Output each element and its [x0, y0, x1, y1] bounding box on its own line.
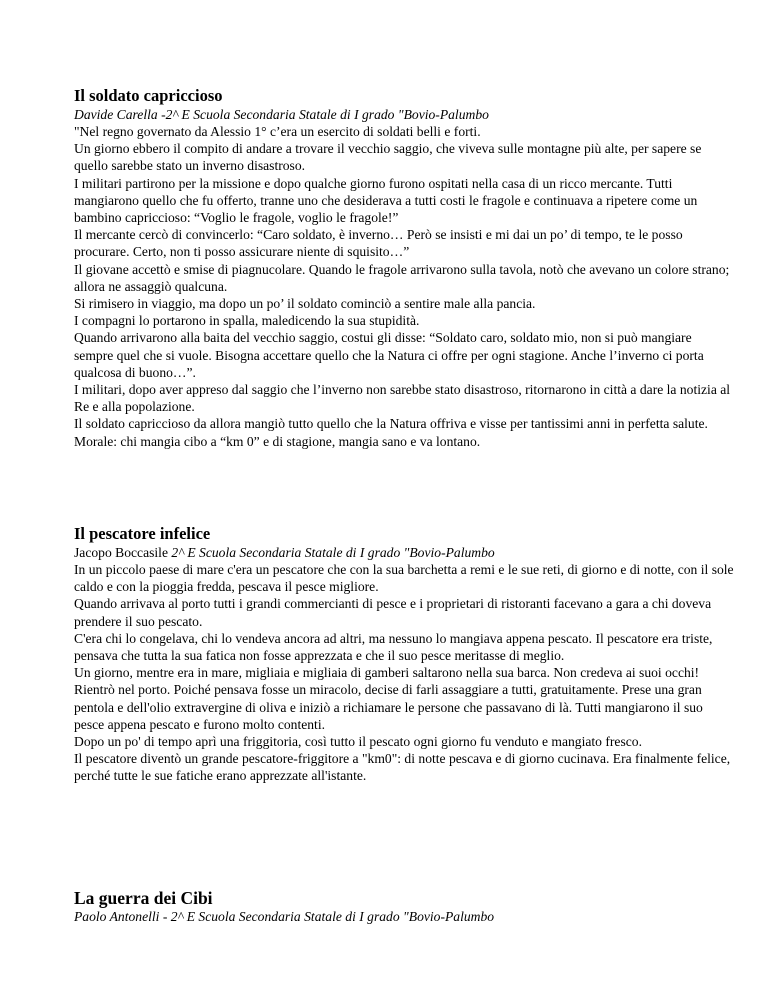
story-pescatore: [74, 524, 734, 785]
story-title: Il soldato capriccioso: [74, 86, 223, 105]
paragraph: Dopo un po' di tempo aprì una friggitoria, così tutto il pescato ogni giorno fu venduto e mangiato fresco.: [74, 734, 642, 750]
story-soldato: [74, 86, 734, 450]
paragraph: Il soldato capriccioso da allora mangiò tutto quello che la Natura offriva e visse per tantissimi anni in perfetta salute.: [74, 416, 708, 432]
paragraph: Un giorno ebbero il compito di andare a trovare il vecchio saggio, che viveva sulle montagne più alte, per sapere se quello sarebbe stato un inverno disastroso.: [74, 141, 702, 174]
paragraph: Un giorno, mentre era in mare, migliaia e migliaia di gamberi saltarono nella sua barca. Non credeva ai suoi occhi!: [74, 665, 700, 681]
byline-author: Jacopo Boccasile: [74, 545, 172, 560]
story-guerra-cibi: [74, 888, 734, 925]
paragraph: Quando arrivarono alla baita del vecchio saggio, costui gli disse: “Soldato caro, soldato mio, non si può mangiare sempre quel che si vuole. Bisogna accettare quello che la Natura ci offre per ogni stagione. Anche l’inverno ci porta qualcosa di buono…”.: [74, 330, 704, 380]
paragraph: Si rimisero in viaggio, ma dopo un po’ il soldato cominciò a sentire male alla pancia.: [74, 296, 536, 312]
paragraph: Il giovane accettò e smise di piagnucolare. Quando le fragole arrivarono sulla tavola, notò che avevano un colore strano; allora ne assaggiò qualcuna.: [74, 261, 730, 294]
story-byline: [74, 544, 734, 561]
paragraph: I militari, dopo aver appreso dal saggio che l’inverno non sarebbe stato disastroso, ritornarono in città a dare la notizia al Re e alla popolazione.: [74, 382, 731, 415]
story-title: La guerra dei Cibi: [74, 888, 213, 908]
paragraph: I compagni lo portarono in spalla, maledicendo la sua stupidità.: [74, 313, 420, 329]
story-byline: Davide Carella -2^ E Scuola Secondaria Statale di I grado "Bovio-Palumbo: [74, 107, 489, 122]
paragraph: In un piccolo paese di mare c'era un pescatore che con la sua barchetta a remi e le sue reti, di giorno e di notte, con il sole caldo e con la pioggia fredda, pescava il pesce migliore.: [74, 562, 734, 595]
story-title: Il pescatore infelice: [74, 524, 211, 543]
paragraph: Il pescatore diventò un grande pescatore-friggitore a "km0": di notte pescava e di giorno cucinava. Era finalmente felice, perché tutte le sue fatiche erano apprezzate all'istante.: [74, 751, 731, 784]
paragraph: C'era chi lo congelava, chi lo vendeva ancora ad altri, ma nessuno lo mangiava appena pescato. Il pescatore era triste, pensava che tutta la sua fatica non fosse apprezzata e che il suo pesce meritasse di meglio.: [74, 630, 713, 664]
paragraph: I militari partirono per la missione e dopo qualche giorno furono ospitati nella casa di un ricco mercante. Tutti mangiarono quello che fu offerto, tranne uno che desiderava a tutti costi le fragole e continuava a ripetere come un bambino capriccioso: “Voglio le fragole, voglio le fragole!”: [74, 175, 698, 226]
byline-school: 2^ E Scuola Secondaria Statale di I grado "Bovio-Palumbo: [171, 545, 495, 560]
paragraph: Rientrò nel porto. Poiché pensava fosse un miracolo, decise di farli assaggiare a tutti, gratuitamente. Prese una gran pentola e dell'olio extravergine di oliva e iniziò a richiamare le persone che passavano di là. Tutti mangiarono il suo pesce appena pescato e furono molto contenti.: [74, 682, 703, 732]
paragraph: Quando arrivava al porto tutti i grandi commercianti di pesce e i proprietari di ristoranti facevano a gara a chi doveva prendere il suo pescato.: [74, 596, 712, 629]
paragraph: Il mercante cercò di convincerlo: “Caro soldato, è inverno… Però se insisti e mi dai un po’ di tempo, te le posso procurare. Certo, non ti posso assicurare niente di squisito…”: [74, 227, 683, 260]
story-byline: Paolo Antonelli - 2^ E Scuola Secondaria Statale di I grado "Bovio-Palumbo: [74, 909, 495, 924]
paragraph: "Nel regno governato da Alessio 1° c’era un esercito di soldati belli e forti.: [74, 124, 481, 139]
paragraph: Morale: chi mangia cibo a “km 0” e di stagione, mangia sano e va lontano.: [74, 433, 481, 449]
document-page: [74, 86, 734, 924]
